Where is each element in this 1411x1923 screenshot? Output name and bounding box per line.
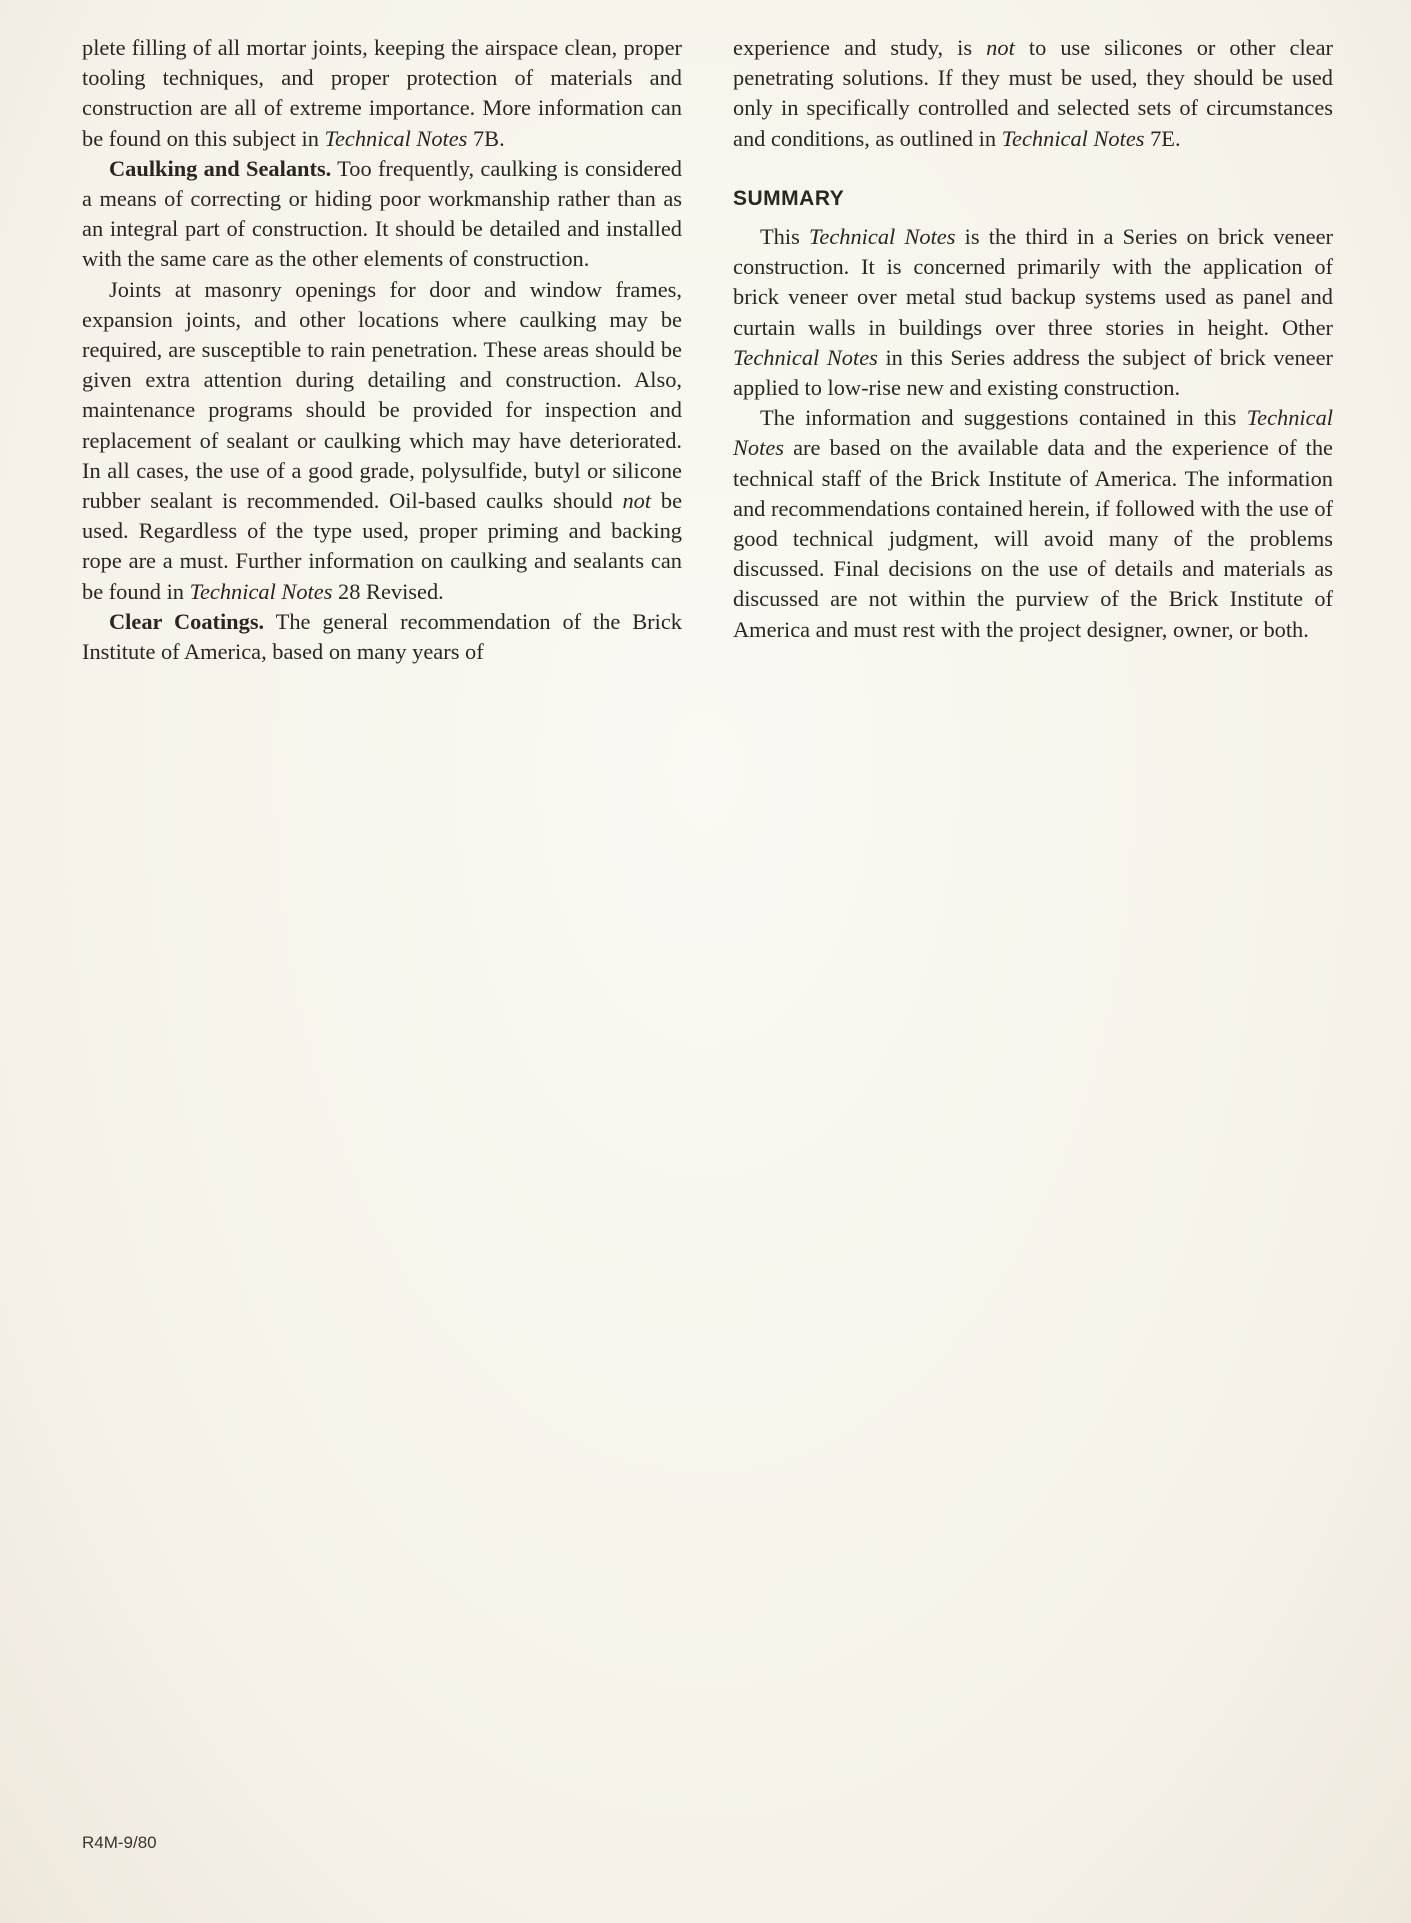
paragraph-summary-disclaimer: The information and suggestions contained in this Technical Notes are based on the available data and the experience of the technical staff of the Brick Institute of America. The information and recommendations contained herein, if followed with the use of good technical judgment, will avoid many of the problems discussed. Final decisions on the use of details and materials as discussed are not within the purview of the Brick Institute of America and must rest with the project designer, owner, or both.	[733, 405, 1333, 642]
emphasis-not: not	[622, 488, 652, 514]
reference-technical-notes: Technical Notes	[1001, 125, 1145, 151]
footer-document-code: R4M-9/80	[82, 1833, 157, 1852]
right-column	[733, 33, 1333, 645]
paragraph-caulking-and-sealants: Caulking and Sealants. Too frequently, caulking is considered a means of correcting or hiding poor workmanship rather than as an integral part of construction. It should be detailed and installed with the same care as the other elements of construction.	[82, 155, 682, 272]
paragraph-clear-coatings-continued: experience and study, is not to use silicones or other clear penetrating solutions. If they must be used, they should be used only in specifically controlled and selected sets of circumstances and conditions, as outlined in Technical Notes 7E.	[733, 35, 1333, 151]
reference-technical-notes: Technical Notes	[733, 344, 878, 370]
reference-technical-notes: Technical Notes	[324, 125, 468, 151]
paragraph-joints-at-openings: Joints at masonry openings for door and window frames, expansion joints, and other locations where caulking may be required, are susceptible to rain penetration. These areas should be given extra attention during detailing and construction. Also, maintenance programs should be provided for inspection and replacement of sealant or caulking which may have deteriorated. In all cases, the use of a good grade, polysulfide, butyl or silicone rubber sealant is recommended. Oil-based caulks should not be used. Regardless of the type used, proper priming and backing rope are a must. Further information on caulking and sealants can be found in Technical Notes 28 Revised.	[82, 276, 683, 604]
reference-technical-notes: Technical Notes	[733, 405, 1333, 461]
summary-heading: SUMMARY	[733, 186, 845, 210]
paragraph-clear-coatings: Clear Coatings. The general recommendation of the Brick Institute of America, based on many years of	[82, 608, 682, 665]
paragraph-mortar-joints: plete filling of all mortar joints, keeping the airspace clean, proper tooling techniques, and proper protection of materials and construction are all of extreme importance. More information can be found on this subject in Technical Notes 7B.	[82, 35, 682, 151]
paragraph-summary-series: This Technical Notes is the third in a Series on brick veneer construction. It is concerned primarily with the application of brick veneer over metal stud backup systems used as panel and curtain walls in buildings over three stories in height. Other Technical Notes in this Series address the subject of brick veneer applied to low-rise new and existing construction.	[733, 224, 1334, 401]
reference-technical-notes: Technical Notes	[189, 578, 333, 604]
reference-technical-notes: Technical Notes	[809, 224, 956, 250]
run-in-heading-clear-coatings: Clear Coatings.	[109, 608, 265, 634]
run-in-heading-caulking: Caulking and Sealants.	[109, 155, 332, 181]
emphasis-not: not	[986, 35, 1015, 60]
left-column	[82, 33, 682, 667]
